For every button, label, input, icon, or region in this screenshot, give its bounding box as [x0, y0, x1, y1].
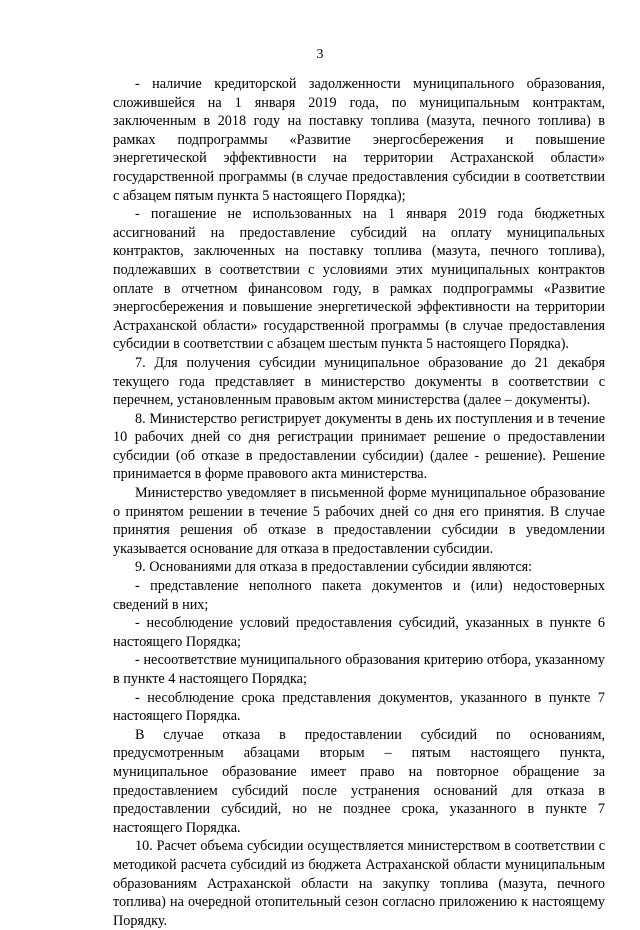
- paragraph-repeated-request: В случае отказа в предоставлении субсидий по основаниям, предусмотренным абзацами вторым – пятым настоящего пункта, муниципальное образование имеет право на повторное обращение за предоставлением субсидий после устранения оснований для отказа в предоставлении субсидий, но не позднее срока, указанного в пункте 7 настоящего Порядка.: [113, 726, 605, 836]
- paragraph-notification: Министерство уведомляет в письменной форме муниципальное образование о принятом решении в течение 5 рабочих дней со дня его принятия. В случае принятия решения об отказе в предоставлении субсидии в уведомлении указывается основание для отказа в предоставлении субсидии.: [113, 485, 605, 557]
- paragraph-unused-appropriations: - погашение не использованных на 1 января 2019 года бюджетных ассигнований на предоставление субсидий на оплату муниципальных контрактов, заключенных на поставку топлива (мазута, печного топлива), подлежавших в соответствии с условиями этих муниципальных контрактов оплате в отчетном финансовом году, в рамках подпрограммы «Развитие энергосбережения и повышение энергетической эффективности на территории Астраханской области» государственной программы (в случае предоставления субсидии в соответствии с абзацем шестым пункта 5 настоящего Порядка).: [113, 206, 605, 353]
- paragraph-item-10: 10. Расчет объема субсидии осуществляется министерством в соответствии с методикой расчета субсидий из бюджета Астраханской области муниципальным образованиям Астраханской области на закупку топлива (мазута, печного топлива) на очередной отопительный сезон согласно приложению к настоящему Порядку.: [113, 838, 605, 929]
- paragraph-creditor-debt: - наличие кредиторской задолженности муниципального образования, сложившейся на 1 января 2019 года, по муниципальным контрактам, заключенным в 2018 году на поставку топлива (мазута, печного топлива) в рамках подпрограммы «Развитие энергосбережения и повышение энергетической эффективности на территории Астраханской области» государственной программы (в случае предоставления субсидии в соответствии с абзацем пятым пункта 5 настоящего Порядка);: [113, 76, 605, 204]
- paragraph-deadline-violation: - несоблюдение срока представления документов, указанного в пункте 7 настоящего Порядка.: [113, 689, 605, 725]
- paragraph-item-9: 9. Основаниями для отказа в предоставлении субсидии являются:: [135, 559, 533, 576]
- page-number: 3: [316, 47, 324, 62]
- paragraph-conditions-violation: - несоблюдение условий предоставления субсидий, указанных в пункте 6 настоящего Порядка;: [113, 615, 605, 650]
- document-body: [113, 75, 605, 930]
- paragraph-item-8: 8. Министерство регистрирует документы в день их поступления и в течение 10 рабочих дней со дня регистрации принимает решение о предоставлении субсидии (об отказе в предоставлении субсидии) (далее - решение). Решение принимается в форме правового акта министерства.: [113, 410, 605, 483]
- paragraph-incomplete-documents: - представление неполного пакета документов и (или) недостоверных сведений в них;: [113, 578, 605, 613]
- paragraph-item-7: 7. Для получения субсидии муниципальное образование до 21 декабря текущего года представляет в министерство документы в соответствии с перечнем, установленным правовым актом министерства (далее – документы).: [113, 354, 605, 409]
- paragraph-criterion-mismatch: - несоответствие муниципального образования критерию отбора, указанному в пункте 4 настоящего Порядка;: [113, 652, 605, 687]
